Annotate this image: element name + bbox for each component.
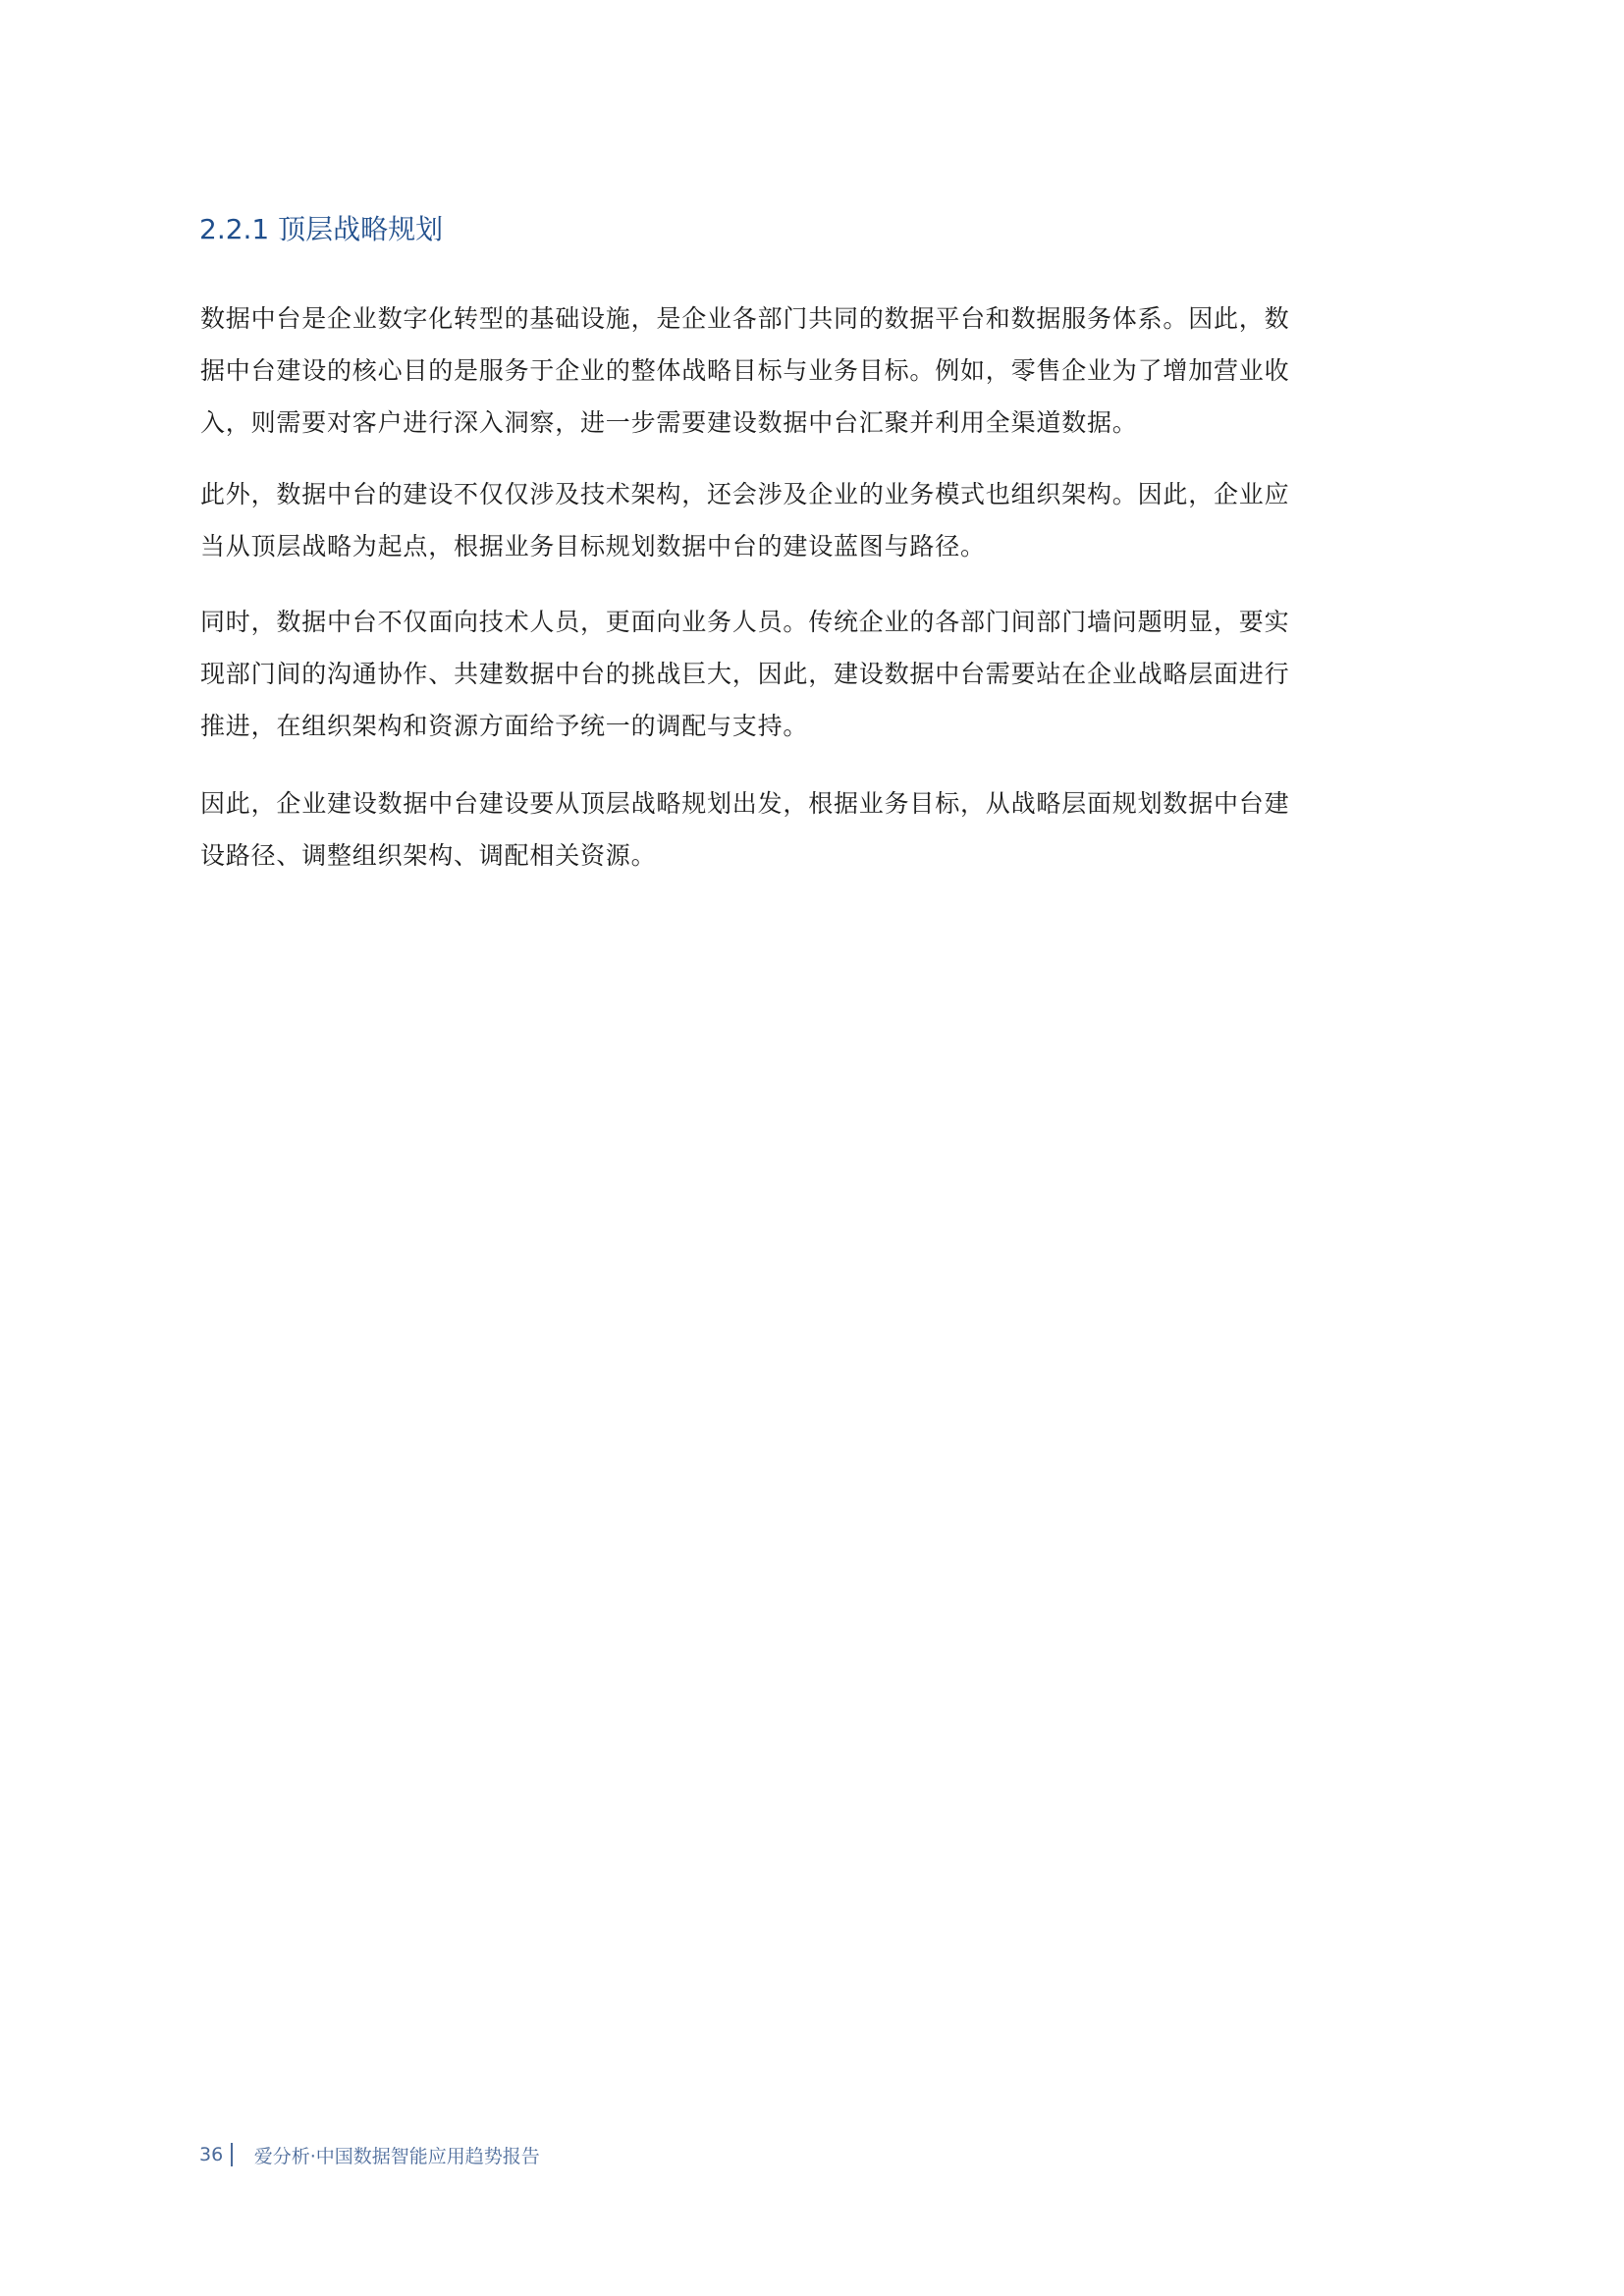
footer-divider [231, 2143, 233, 2166]
paragraph-line: 推进，在组织架构和资源方面给予统一的调配与支持。 [200, 712, 809, 740]
paragraph-line: 此外，数据中台的建设不仅仅涉及技术架构，还会涉及企业的业务模式也组织架构。因此，企业应 [200, 480, 1290, 508]
paragraph-line: 当从顶层战略为起点，根据业务目标规划数据中台的建设蓝图与路径。 [200, 532, 986, 561]
paragraph-1 [200, 293, 1290, 449]
page-number: 36 [199, 2144, 224, 2165]
report-title: 爱分析·中国数据智能应用趋势报告 [253, 2145, 540, 2167]
paragraph-line: 数据中台是企业数字化转型的基础设施，是企业各部门共同的数据平台和数据服务体系。因此，数 [200, 304, 1290, 333]
page-footer [199, 2140, 540, 2169]
paragraph-line: 入，则需要对客户进行深入洞察，进一步需要建设数据中台汇聚并利用全渠道数据。 [200, 408, 1138, 437]
paragraph-line: 同时，数据中台不仅面向技术人员，更面向业务人员。传统企业的各部门间部门墙问题明显，要实 [200, 608, 1290, 636]
paragraph-line: 因此，企业建设数据中台建设要从顶层战略规划出发，根据业务目标，从战略层面规划数据中台建 [200, 789, 1290, 818]
paragraph-line: 设路径、调整组织架构、调配相关资源。 [200, 841, 657, 870]
paragraph-line: 现部门间的沟通协作、共建数据中台的挑战巨大，因此，建设数据中台需要站在企业战略层面进行 [200, 660, 1290, 688]
paragraph-2 [200, 468, 1290, 572]
section-heading: 2.2.1 顶层战略规划 [199, 213, 444, 245]
paragraph-4 [200, 777, 1290, 881]
paragraph-3 [200, 596, 1290, 752]
paragraph-line: 据中台建设的核心目的是服务于企业的整体战略目标与业务目标。例如，零售企业为了增加营业收 [200, 356, 1290, 385]
